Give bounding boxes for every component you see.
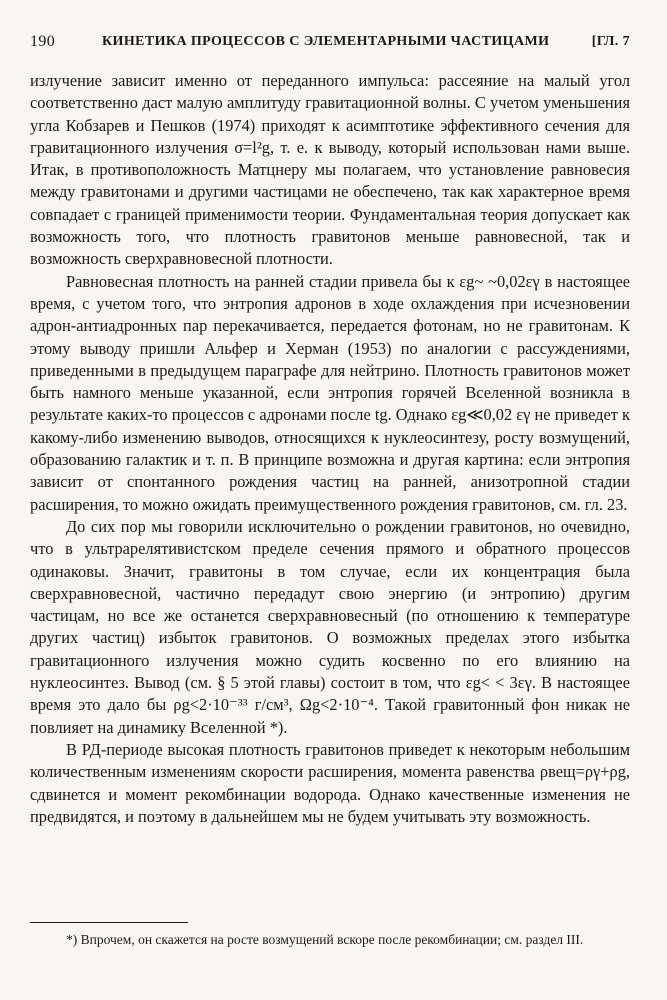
running-title: КИНЕТИКА ПРОЦЕССОВ С ЭЛЕМЕНТАРНЫМИ ЧАСТИЦАМИ (102, 34, 550, 49)
paragraph: В РД-периоде высокая плотность гравитонов приведет к некоторым небольшим количественным изменениям скорости расширения, момента равенства ρвещ=ργ+ρg, сдвинется и момент рекомбинации водорода. Однако качественные изменения не предвидятся, и поэтому в дальнейшем мы не будем учитывать эту возможность. (30, 739, 630, 826)
body-text (30, 70, 630, 828)
footnote-divider (30, 922, 188, 923)
chapter-marker: [ГЛ. 7 (591, 34, 630, 49)
paragraph: Равновесная плотность на ранней стадии привела бы к εg~ ~0,02εγ в настоящее время, с учетом того, что энтропия адронов в ходе охлаждения при исчезновении адрон-антиадронных пар перекачивается, передается фотонам, но не гравитонам. К этому выводу пришли Альфер и Херман (1953) по аналогии с рассуждениями, приведенными в предыдущем параграфе для нейтрино. Плотность гравитонов может быть намного меньше указанной, если энтропия горячей Вселенной возникла в результате каких-то процессов с адронами после tg. Однако εg≪0,02 εγ не приведет к какому-либо изменению выводов, относящихся к нуклеосинтезу, росту возмущений, образованию галактик и т. п. В принципе возможна и другая картина: если энтропия зависит от спонтанного рождения частиц на ранней, анизотропной стадии расширения, то можно ожидать преимущественного рождения гравитонов, см. гл. 23. (30, 271, 630, 514)
footnote: *) Впрочем, он скажется на росте возмущений вскоре после рекомбинации; см. раздел III. (66, 932, 584, 947)
paragraph: До сих пор мы говорили исключительно о рождении гравитонов, но очевидно, что в ультрарелятивистском пределе сечения прямого и обратного процессов одинаковы. Значит, гравитоны в том случае, если их концентрация была сверхравновесной, частично передадут свою энергию (и энтропию) другим частицам, но все же останется сверхравновесный (по отношению к температуре других частиц) избыток гравитонов. О возможных пределах этого избытка гравитационного излучения можно судить косвенно по его влиянию на нуклеосинтез. Вывод (см. § 5 этой главы) состоит в том, что εg< < 3εγ. В настоящее время это дало бы ρg<2·10⁻³³ г/см³, Ωg<2·10⁻⁴. Такой гравитонный фон никак не повлияет на динамику Вселенной *). (30, 516, 630, 737)
paragraph: излучение зависит именно от переданного импульса: рассеяние на малый угол соответственно даст малую амплитуду гравитационной волны. С учетом уменьшения угла Кобзарев и Пешков (1974) приходят к асимптотике эффективного сечения для гравитационного излучения σ=l²g, т. е. к выводу, который использован нами выше. Итак, в противоположность Матцнеру мы полагаем, что установление равновесия между гравитонами и другими частицами не обеспечено, так как характерное время совпадает с границей применимости теории. Фундаментальная теория допускает как возможность того, что плотность гравитонов меньше равновесной, так и возможность сверхравновесной плотности. (30, 71, 630, 269)
page-number: 190 (30, 33, 56, 50)
running-header (30, 33, 630, 55)
